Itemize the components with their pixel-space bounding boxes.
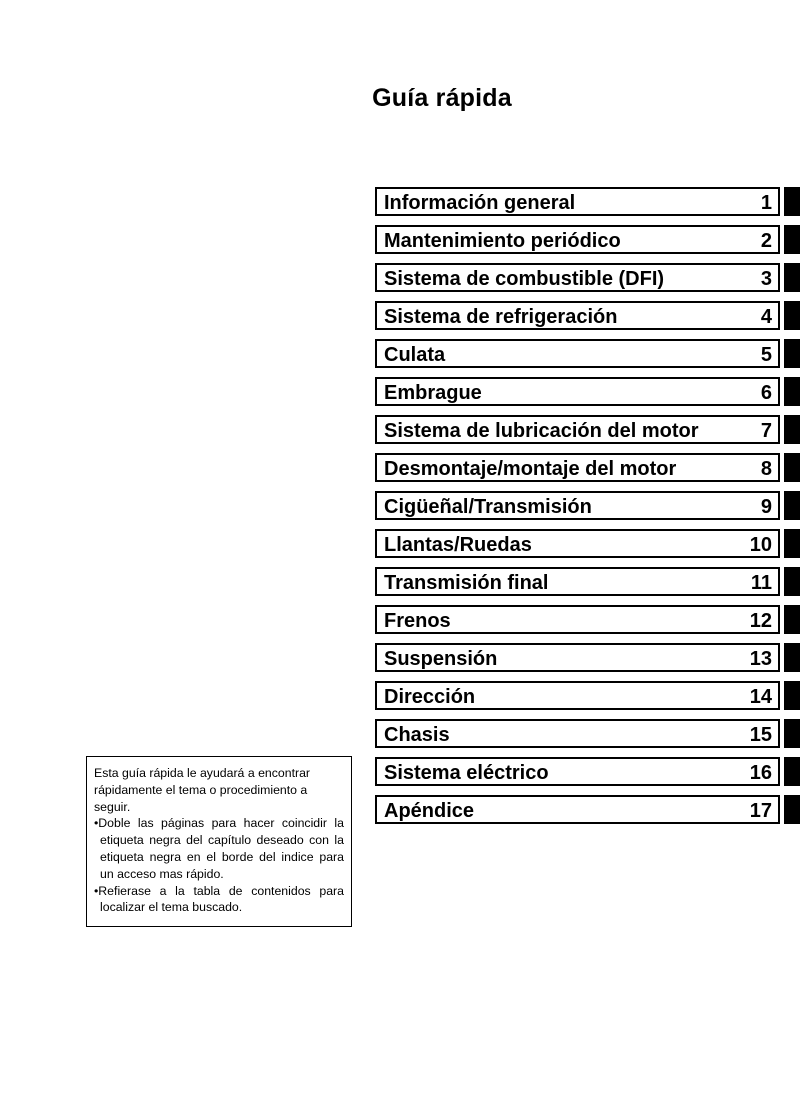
chapter-number: 14	[749, 686, 772, 708]
toc-chapter-link[interactable]	[375, 491, 780, 520]
toc-row	[375, 453, 800, 491]
chapter-title: Suspensión	[384, 648, 498, 670]
chapter-number: 15	[749, 724, 772, 746]
toc-chapter-link[interactable]	[375, 301, 780, 330]
toc-row	[375, 605, 800, 643]
toc-row	[375, 377, 800, 415]
instructions-note	[86, 756, 352, 927]
chapter-title: Llantas/Ruedas	[384, 534, 532, 556]
chapter-thumb-tab	[784, 757, 800, 786]
toc-row	[375, 263, 800, 301]
toc-row	[375, 187, 800, 225]
toc-chapter-link[interactable]	[375, 453, 780, 482]
toc-chapter-link[interactable]	[375, 377, 780, 406]
toc-chapter-link[interactable]	[375, 719, 780, 748]
chapter-number: 7	[760, 420, 772, 442]
chapter-thumb-tab	[784, 301, 800, 330]
chapter-thumb-tab	[784, 719, 800, 748]
chapter-number: 17	[749, 800, 772, 822]
chapter-thumb-tab	[784, 263, 800, 292]
chapter-thumb-tab	[784, 567, 800, 596]
toc-row	[375, 719, 800, 757]
toc-row	[375, 567, 800, 605]
chapter-thumb-tab	[784, 681, 800, 710]
chapter-thumb-tab	[784, 605, 800, 634]
chapter-thumb-tab	[784, 415, 800, 444]
toc-row	[375, 681, 800, 719]
toc-row	[375, 415, 800, 453]
toc-row	[375, 339, 800, 377]
chapter-title: Desmontaje/montaje del motor	[384, 458, 677, 480]
toc-chapter-link[interactable]	[375, 263, 780, 292]
chapter-title: Dirección	[384, 686, 476, 708]
chapter-number: 3	[760, 268, 772, 290]
toc-row	[375, 757, 800, 795]
chapter-thumb-tab	[784, 187, 800, 216]
chapter-number: 6	[760, 382, 772, 404]
chapter-thumb-tab	[784, 377, 800, 406]
chapter-number: 8	[760, 458, 772, 480]
chapter-title: Sistema de combustible (DFI)	[384, 268, 665, 290]
toc-chapter-link[interactable]	[375, 681, 780, 710]
chapter-thumb-tab	[784, 795, 800, 824]
chapter-title: Apéndice	[384, 800, 475, 822]
chapter-number: 4	[760, 306, 772, 328]
chapter-title: Sistema de refrigeración	[384, 306, 618, 328]
chapter-thumb-tab	[784, 491, 800, 520]
chapter-number: 11	[750, 572, 772, 594]
table-of-contents	[375, 187, 800, 833]
chapter-thumb-tab	[784, 225, 800, 254]
chapter-title: Sistema de lubricación del motor	[384, 420, 699, 442]
toc-chapter-link[interactable]	[375, 225, 780, 254]
chapter-title: Embrague	[384, 382, 482, 404]
toc-chapter-link[interactable]	[375, 339, 780, 368]
chapter-title: Chasis	[384, 724, 450, 746]
chapter-title: Transmisión final	[384, 572, 549, 594]
toc-row	[375, 643, 800, 681]
toc-chapter-link[interactable]	[375, 643, 780, 672]
toc-row	[375, 529, 800, 567]
chapter-number: 12	[749, 610, 772, 632]
chapter-title: Sistema eléctrico	[384, 762, 549, 784]
chapter-thumb-tab	[784, 643, 800, 672]
toc-row	[375, 301, 800, 339]
note-bullet: •Refierase a la tabla de contenidos para localizar el tema buscado.	[94, 883, 344, 915]
chapter-title: Culata	[384, 344, 446, 366]
chapter-thumb-tab	[784, 453, 800, 482]
chapter-number: 2	[760, 230, 772, 252]
chapter-number: 5	[760, 344, 772, 366]
toc-chapter-link[interactable]	[375, 415, 780, 444]
chapter-thumb-tab	[784, 529, 800, 558]
chapter-number: 10	[749, 534, 772, 556]
chapter-number: 9	[760, 496, 772, 518]
chapter-title: Mantenimiento periódico	[384, 230, 621, 252]
chapter-thumb-tab	[784, 339, 800, 368]
chapter-number: 16	[749, 762, 772, 784]
toc-chapter-link[interactable]	[375, 567, 780, 596]
toc-chapter-link[interactable]	[375, 605, 780, 634]
toc-chapter-link[interactable]	[375, 757, 780, 786]
toc-row	[375, 225, 800, 263]
toc-chapter-link[interactable]	[375, 529, 780, 558]
chapter-title: Cigüeñal/Transmisión	[384, 496, 592, 518]
toc-row	[375, 491, 800, 529]
chapter-number: 1	[760, 192, 772, 214]
toc-row	[375, 795, 800, 833]
toc-chapter-link[interactable]	[375, 187, 780, 216]
toc-chapter-link[interactable]	[375, 795, 780, 824]
chapter-title: Frenos	[384, 610, 451, 632]
chapter-title: Información general	[384, 192, 576, 214]
chapter-number: 13	[749, 648, 772, 670]
page-title: Guía rápida	[372, 84, 512, 112]
note-bullet: •Doble las páginas para hacer coincidir la etiqueta negra del capítulo deseado con la etiqueta negra en el borde del indice para un acceso mas rápido.	[94, 816, 344, 881]
note-intro: Esta guía rápida le ayudará a encontrar rápidamente el tema o procedimiento a seguir.	[94, 766, 311, 814]
